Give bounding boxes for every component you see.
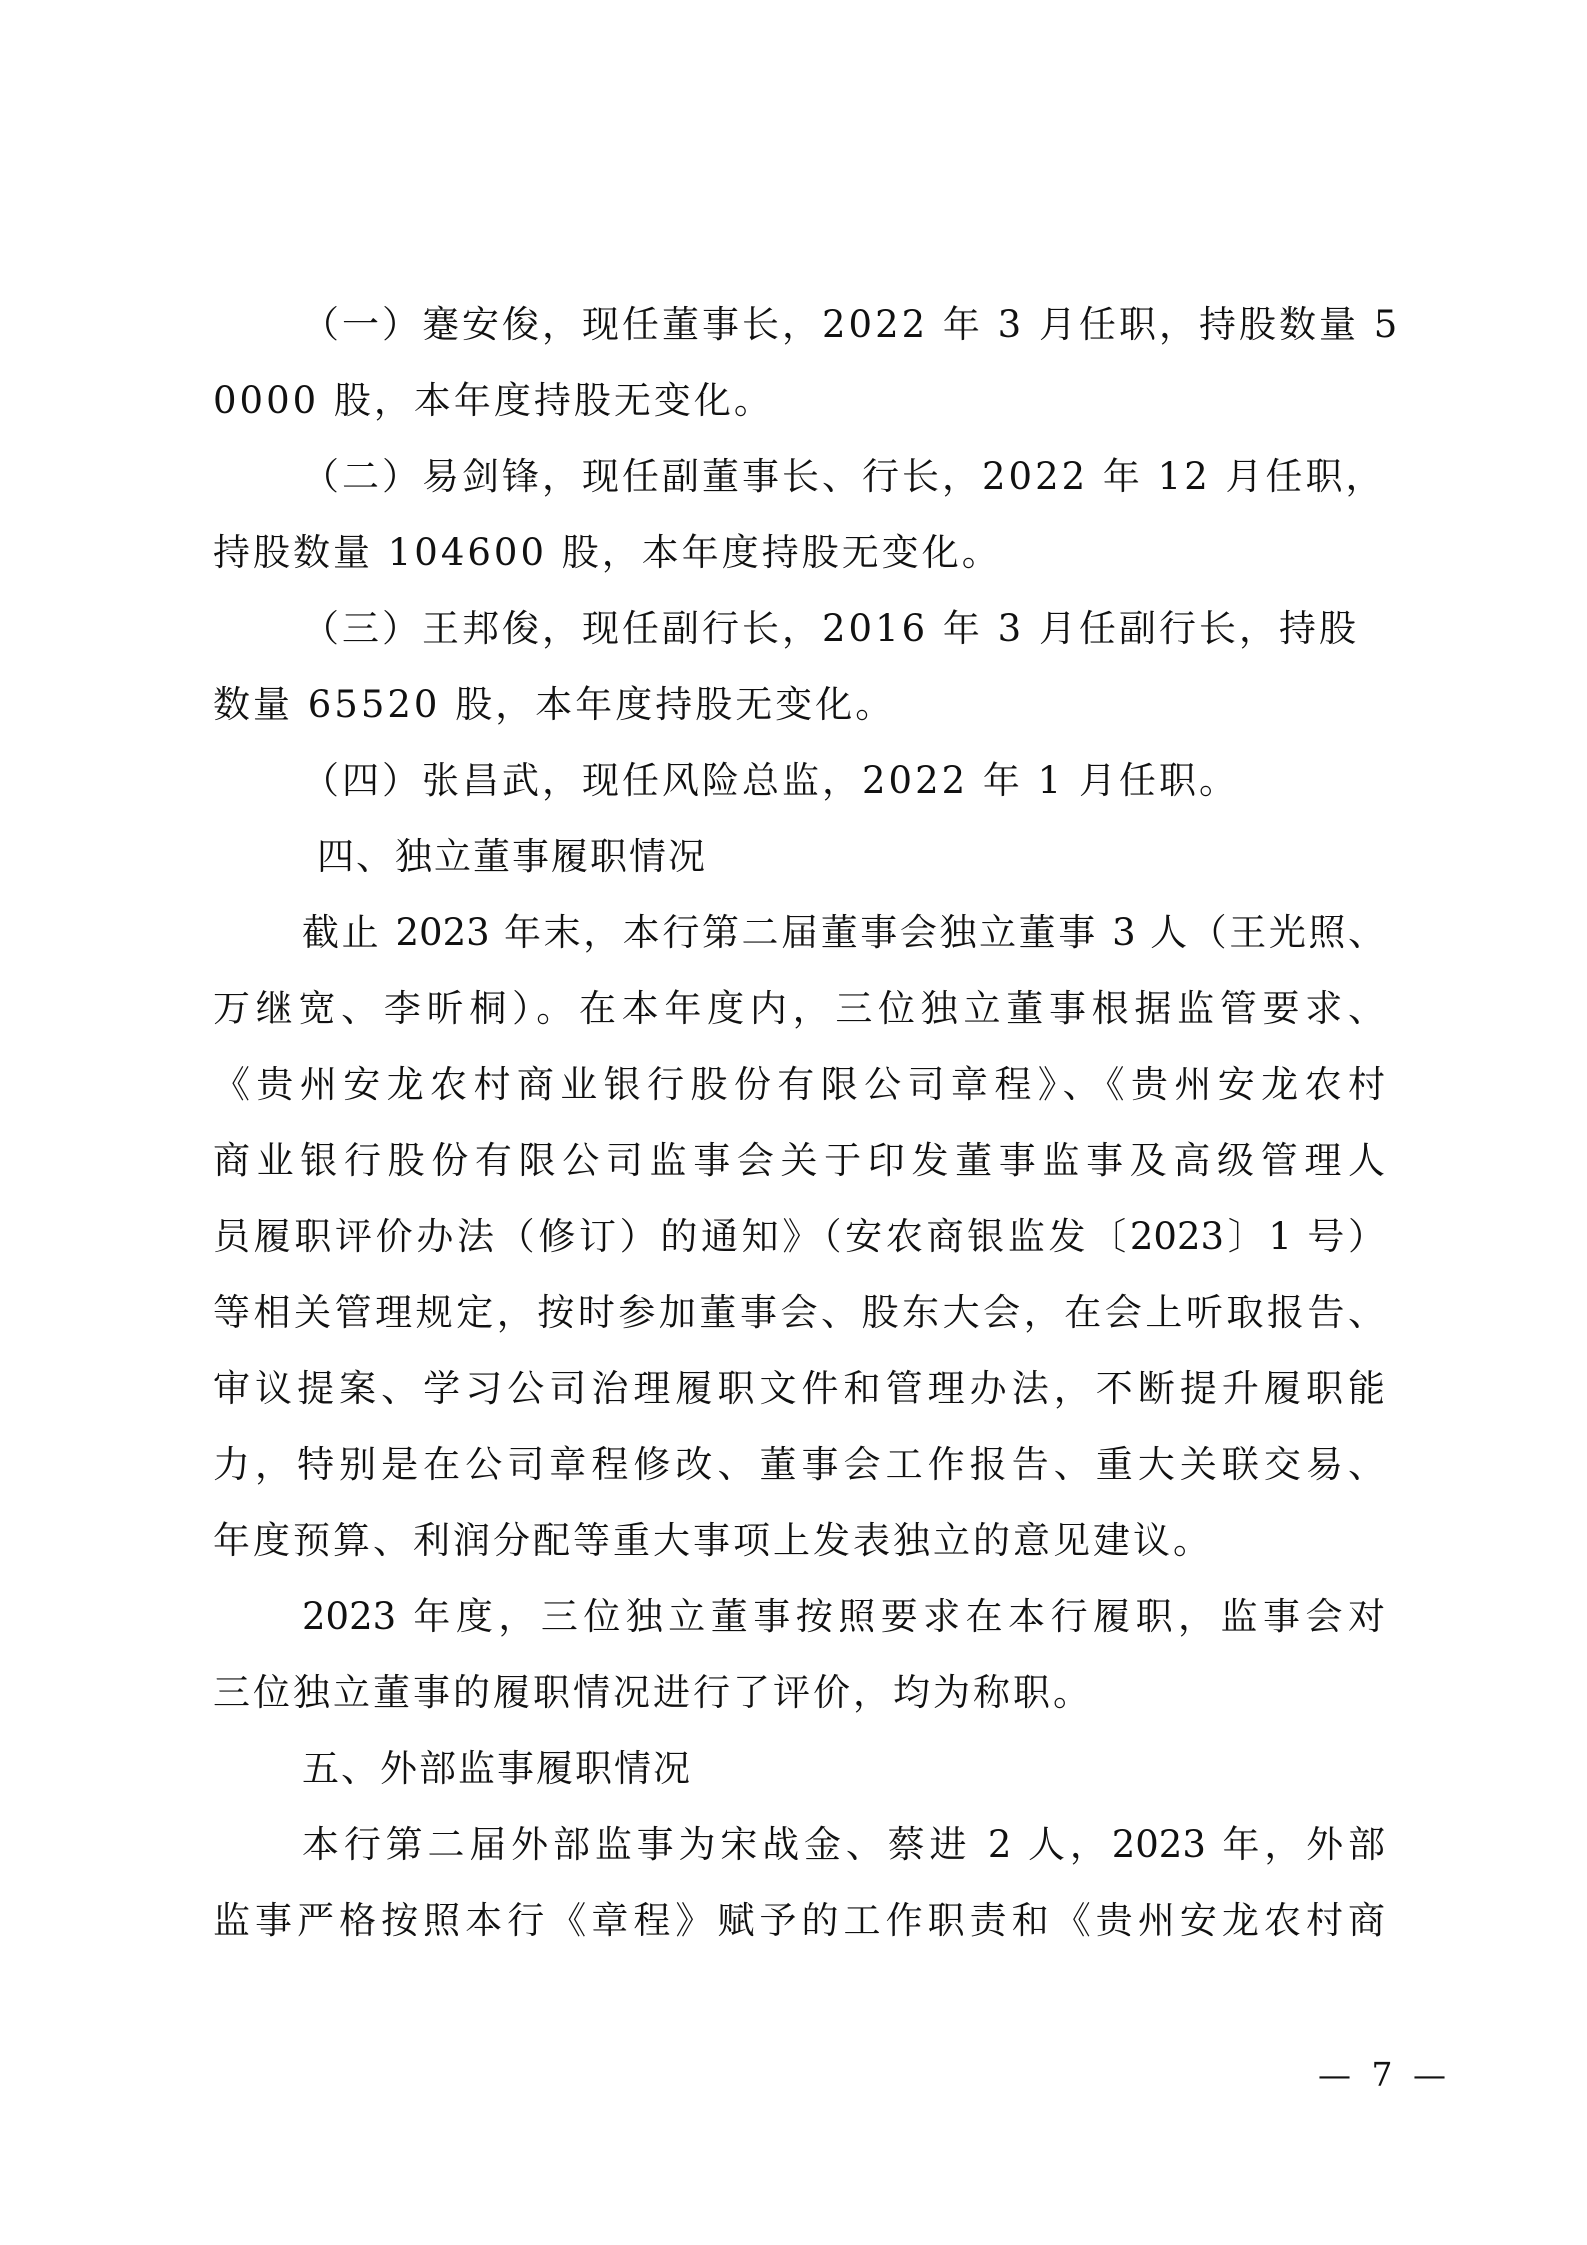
text-line: 审议提案、学习公司治理履职文件和管理办法，不断提升履职能	[213, 1367, 1385, 1410]
page-number: — 7 —	[1318, 2055, 1451, 2094]
text-line: （四）张昌武，现任风险总监，2022 年 1 月任职。	[302, 759, 1239, 802]
text-line: 截止 2023 年末，本行第二届董事会独立董事 3 人（王光照、	[302, 911, 1385, 954]
text-line: 年度预算、利润分配等重大事项上发表独立的意见建议。	[213, 1519, 1213, 1562]
paragraph-line	[302, 911, 1385, 955]
text-line: （三）王邦俊，现任副行长，2016 年 3 月任副行长，持股	[302, 607, 1359, 650]
text-line: （二）易剑锋，现任副董事长、行长，2022 年 12 月任职，	[302, 455, 1386, 498]
text-line: 本行第二届外部监事为宋战金、蔡进 2 人，2023 年，外部	[302, 1823, 1385, 1866]
paragraph-line	[302, 1823, 1385, 1867]
paragraph-line	[213, 1215, 1385, 1259]
paragraph-line	[213, 531, 1587, 575]
paragraph-line	[213, 683, 1587, 727]
paragraph-line	[213, 1519, 1587, 1563]
paragraph-line	[302, 1595, 1385, 1639]
text-line: 《贵州安龙农村商业银行股份有限公司章程》、《贵州安龙农村	[213, 1063, 1385, 1106]
paragraph-line	[213, 1899, 1385, 1943]
text-line: 员履职评价办法（修订）的通知》（安农商银监发〔2023〕1 号）	[213, 1215, 1385, 1258]
text-line: 商业银行股份有限公司监事会关于印发董事监事及高级管理人	[213, 1139, 1385, 1182]
text-line: 2023 年度，三位独立董事按照要求在本行履职，监事会对	[302, 1595, 1385, 1638]
section-heading-text: 五、外部监事履职情况	[302, 1747, 692, 1790]
text-line: 力，特别是在公司章程修改、董事会工作报告、重大关联交易、	[213, 1443, 1385, 1486]
text-line: 数量 65520 股，本年度持股无变化。	[213, 683, 896, 726]
paragraph-line	[213, 1139, 1385, 1183]
paragraph-line	[302, 607, 1587, 651]
text-line: （一）蹇安俊，现任董事长，2022 年 3 月任职，持股数量 5	[302, 303, 1401, 346]
section-heading-text: 四、独立董事履职情况	[317, 835, 707, 878]
section-heading	[317, 835, 1587, 879]
text-line: 持股数量 104600 股，本年度持股无变化。	[213, 531, 1002, 574]
paragraph-line	[213, 1367, 1385, 1411]
paragraph-line	[213, 1063, 1385, 1107]
paragraph-line	[302, 759, 1587, 803]
paragraph-line	[213, 1443, 1385, 1487]
paragraph-line	[213, 987, 1385, 1031]
paragraph-line	[302, 455, 1587, 499]
paragraph-line	[213, 1671, 1587, 1715]
text-line: 0000 股，本年度持股无变化。	[213, 379, 774, 422]
paragraph-line	[213, 1291, 1385, 1335]
text-line: 等相关管理规定，按时参加董事会、股东大会，在会上听取报告、	[213, 1291, 1385, 1334]
section-heading	[302, 1747, 1587, 1791]
paragraph-line	[213, 379, 1587, 423]
text-line: 监事严格按照本行《章程》赋予的工作职责和《贵州安龙农村商	[213, 1899, 1385, 1942]
text-line: 万继宽、李昕桐）。在本年度内，三位独立董事根据监管要求、	[213, 987, 1385, 1030]
text-line: 三位独立董事的履职情况进行了评价，均为称职。	[213, 1671, 1093, 1714]
paragraph-line	[302, 303, 1587, 347]
